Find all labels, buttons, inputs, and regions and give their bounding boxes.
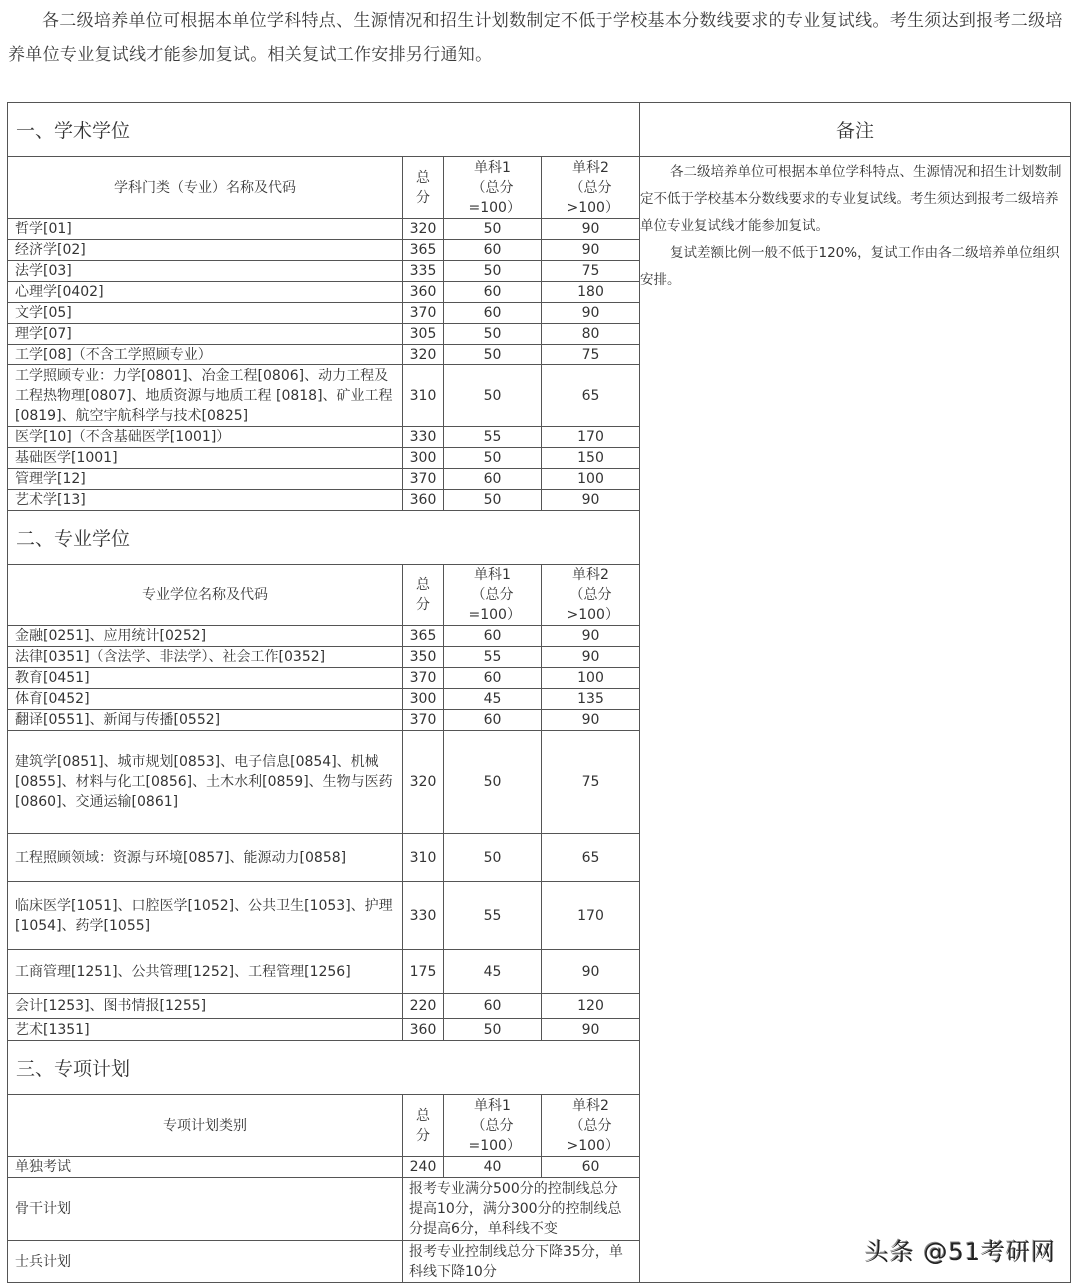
table-row-total-text: 320 (409, 346, 437, 363)
table-row-single1 (443, 364, 542, 427)
table-row-total (402, 323, 444, 345)
column-header-total-text: 总分 (416, 169, 430, 206)
table-row-single2 (541, 949, 640, 994)
table-row-total (402, 447, 444, 469)
table-row-name-text: 基础医学[1001] (15, 450, 118, 466)
table-row-total-text: 240 (409, 1159, 437, 1175)
table-row-total (402, 468, 444, 490)
table-row-total (402, 302, 444, 324)
table-row-single1 (443, 447, 542, 469)
notes-paragraph: 各二级培养单位可根据本单位学科特点、生源情况和招生计划数制定不低于学校基本分数线要求的专业复试线。考生须达到报考二级培养单位专业复试线才能参加复试。 (640, 164, 1062, 234)
section-title-3 (7, 1040, 640, 1095)
column-header-total (402, 156, 444, 219)
table-row-total (402, 688, 444, 710)
table-row-total-text: 335 (409, 263, 437, 279)
column-header-total (402, 564, 444, 626)
table-row-single2-text: 170 (577, 429, 604, 445)
column-header-single2 (541, 156, 640, 219)
table-row-single2 (541, 709, 640, 731)
column-header-name (7, 156, 403, 219)
table-row-single1-text: 60 (483, 998, 502, 1014)
table-row-name (7, 625, 403, 647)
table-row-total (402, 833, 444, 882)
table-row-name (7, 239, 403, 261)
column-header-single1 (443, 564, 542, 626)
table-row-single1 (443, 239, 542, 261)
table-row-name-text: 医学[10]（不含基础医学[1001]） (15, 429, 231, 445)
table-row-single2-text: 75 (581, 346, 600, 363)
table-row-total-text: 300 (409, 450, 437, 466)
table-row-total (402, 344, 444, 365)
table-row-single2-text: 90 (581, 712, 600, 728)
table-row-total-text: 350 (409, 649, 437, 665)
table-row-total-text: 365 (409, 242, 437, 258)
table-row-name-text: 经济学[02] (15, 242, 86, 258)
table-row-total-text: 360 (409, 284, 437, 300)
table-row-total (402, 949, 444, 994)
column-header-single2-text: 单科2（总分>100） (566, 159, 619, 216)
table-row-single1 (443, 323, 542, 345)
notes-title-text: 备注 (835, 120, 874, 142)
table-row-single2-text: 90 (581, 305, 600, 321)
table-row-total (402, 260, 444, 282)
table-row-single1 (443, 1156, 542, 1178)
table-row-single1-text: 60 (483, 471, 502, 487)
table-row-name (7, 949, 403, 994)
table-row-single1-text: 60 (483, 242, 502, 258)
table-row-single1 (443, 709, 542, 731)
table-row-single1 (443, 993, 542, 1019)
notes-body (639, 156, 1071, 1283)
table-row-name (7, 688, 403, 710)
table-row-single2-text: 65 (581, 387, 600, 404)
table-row-single1 (443, 646, 542, 668)
table-row-name-text: 临床医学[1051]、口腔医学[1052]、公共卫生[1053]、护理[1054]、药学[1055] (15, 897, 393, 934)
table-row-merged-note-text: 报考专业满分500分的控制线总分提高10分，满分300分的控制线总分提高6分，单科线不变 (409, 1181, 622, 1237)
table-row-total (402, 426, 444, 448)
table-row-merged-note (402, 1240, 640, 1283)
table-row-single1-text: 50 (483, 774, 502, 790)
table-row-single2 (541, 730, 640, 834)
table-row-total (402, 218, 444, 240)
table-row-single1-text: 45 (483, 691, 502, 707)
column-header-single1-text: 单科1（总分=100） (468, 567, 521, 623)
table-row-single1 (443, 1018, 542, 1041)
table-row-single1-text: 50 (483, 346, 502, 363)
column-header-single1-text: 单科1（总分=100） (468, 159, 521, 216)
table-row-single2-text: 90 (581, 649, 600, 665)
column-header-single2-text: 单科2（总分>100） (566, 567, 619, 623)
table-row-total (402, 667, 444, 689)
notes-title (639, 102, 1071, 157)
table-row-name (7, 489, 403, 511)
table-row-total-text: 220 (409, 998, 437, 1014)
table-row-single1 (443, 833, 542, 882)
table-row-single1-text: 60 (483, 712, 502, 728)
table-row-single2 (541, 364, 640, 427)
table-row-total-text: 370 (409, 305, 437, 321)
table-row-name-text: 文学[05] (15, 305, 72, 321)
table-row-total-text: 360 (409, 1021, 437, 1038)
column-header-single2 (541, 1094, 640, 1157)
table-row-name (7, 667, 403, 689)
table-row-name (7, 881, 403, 950)
table-row-name-text: 士兵计划 (15, 1253, 71, 1270)
table-row-total-text: 320 (409, 221, 437, 237)
intro-text: 各二级培养单位可根据本单位学科特点、生源情况和招生计划数制定不低于学校基本分数线要求的专业复试线。考生须达到报考二级培养单位专业复试线才能参加复试。相关复试工作安排另行通知。 (8, 11, 1063, 65)
table-row-name (7, 302, 403, 324)
table-row-single2 (541, 1156, 640, 1178)
table-row-single2-text: 180 (577, 284, 604, 300)
column-header-name (7, 1094, 403, 1157)
table-row-name (7, 833, 403, 882)
table-row-total-text: 365 (409, 628, 437, 644)
table-row-name-text: 工学[08]（不含工学照顾专业） (15, 346, 212, 363)
table-row-name (7, 218, 403, 240)
table-row-total-text: 175 (409, 963, 437, 980)
table-row-name-text: 会计[1253]、图书情报[1255] (15, 998, 207, 1014)
table-row-single2-text: 60 (581, 1159, 600, 1175)
table-row-single1 (443, 489, 542, 511)
watermark-logo: 头条 @51考研网 (864, 1238, 1056, 1266)
table-row-single1-text: 50 (483, 263, 502, 279)
table-row-name (7, 468, 403, 490)
table-row-single2-text: 90 (581, 1021, 600, 1038)
table-row-total (402, 730, 444, 834)
table-row-single2-text: 90 (581, 628, 600, 644)
score-table (7, 102, 1070, 1282)
table-row-single2 (541, 1018, 640, 1041)
column-header-name (7, 564, 403, 626)
table-row-single2 (541, 881, 640, 950)
table-row-single1 (443, 344, 542, 365)
table-row-single1-text: 55 (483, 429, 502, 445)
table-row-name-text: 艺术学[13] (15, 492, 86, 508)
table-row-total-text: 360 (409, 492, 437, 508)
table-row-name (7, 426, 403, 448)
table-row-single1-text: 40 (483, 1159, 502, 1175)
table-row-single2 (541, 323, 640, 345)
table-row-single2 (541, 302, 640, 324)
column-header-name-text: 专项计划类别 (163, 1117, 247, 1134)
notes-paragraph: 复试差额比例一般不低于120%，复试工作由各二级培养单位组织安排。 (640, 245, 1060, 288)
table-row-single1 (443, 688, 542, 710)
table-row-single2-text: 90 (581, 963, 600, 980)
section-title-2 (7, 510, 640, 565)
table-row-name-text: 单独考试 (15, 1159, 71, 1175)
column-header-total (402, 1094, 444, 1157)
table-row-name (7, 993, 403, 1019)
table-row-name-text: 理学[07] (15, 326, 72, 342)
column-header-single2 (541, 564, 640, 626)
table-row-single1-text: 50 (483, 849, 502, 866)
column-header-total-text: 总分 (416, 1107, 430, 1144)
table-row-name (7, 281, 403, 303)
table-row-name-text: 工学照顾专业：力学[0801]、冶金工程[0806]、动力工程及工程热物理[0807]、地质资源与地质工程 [0818]、矿业工程[0819]、航空宇航科学与技术[0825] (15, 367, 393, 424)
table-row-single2 (541, 426, 640, 448)
table-row-single1 (443, 730, 542, 834)
table-row-name (7, 709, 403, 731)
table-row-name-text: 哲学[01] (15, 221, 72, 237)
table-row-single2 (541, 833, 640, 882)
table-row-name-text: 心理学[0402] (15, 284, 104, 300)
table-row-name-text: 金融[0251]、应用统计[0252] (15, 628, 207, 644)
table-row-single1 (443, 260, 542, 282)
table-row-single2 (541, 688, 640, 710)
table-row-name (7, 1177, 403, 1241)
column-header-name-text: 学科门类（专业）名称及代码 (114, 179, 296, 196)
section-title-1-text: 一、学术学位 (16, 120, 131, 142)
column-header-single1 (443, 1094, 542, 1157)
table-row-total (402, 993, 444, 1019)
table-row-total-text: 310 (409, 849, 437, 866)
table-row-total (402, 881, 444, 950)
table-row-single1-text: 60 (483, 628, 502, 644)
table-row-single2 (541, 468, 640, 490)
table-row-total (402, 625, 444, 647)
table-row-single1-text: 55 (483, 907, 502, 924)
table-row-total (402, 1156, 444, 1178)
table-row-single2-text: 90 (581, 492, 600, 508)
column-header-single1-text: 单科1（总分=100） (468, 1097, 521, 1154)
table-row-total (402, 239, 444, 261)
table-row-single2 (541, 447, 640, 469)
table-row-name (7, 1018, 403, 1041)
table-row-name-text: 翻译[0551]、新闻与传播[0552] (15, 712, 221, 728)
section-title-1 (7, 102, 640, 157)
table-row-total-text: 300 (409, 691, 437, 707)
table-row-single1-text: 50 (483, 450, 502, 466)
table-row-name-text: 管理学[12] (15, 471, 86, 487)
table-row-name (7, 364, 403, 427)
table-row-name-text: 法律[0351]（含法学、非法学）、社会工作[0352] (15, 649, 326, 665)
table-row-single2 (541, 489, 640, 511)
table-row-name (7, 646, 403, 668)
table-row-name-text: 工程照顾领域：资源与环境[0857]、能源动力[0858] (15, 849, 347, 866)
table-row-single1-text: 50 (483, 221, 502, 237)
table-row-single1-text: 55 (483, 649, 502, 665)
table-row-single1-text: 50 (483, 326, 502, 342)
column-header-total-text: 总分 (416, 577, 430, 613)
table-row-single2 (541, 260, 640, 282)
table-row-single1 (443, 949, 542, 994)
table-row-total-text: 370 (409, 712, 437, 728)
table-row-single2-text: 80 (581, 326, 600, 342)
table-row-single1 (443, 218, 542, 240)
column-header-single1 (443, 156, 542, 219)
table-row-name (7, 344, 403, 365)
table-row-single1 (443, 625, 542, 647)
table-row-single1 (443, 281, 542, 303)
table-row-name (7, 1156, 403, 1178)
table-row-single1 (443, 667, 542, 689)
table-row-single1-text: 60 (483, 284, 502, 300)
table-row-name-text: 骨干计划 (15, 1201, 71, 1217)
table-row-name-text: 体育[0452] (15, 691, 90, 707)
table-row-single2-text: 120 (577, 998, 604, 1014)
table-row-single2-text: 75 (581, 774, 600, 790)
section-title-2-text: 二、专业学位 (16, 528, 131, 550)
table-row-total-text: 320 (409, 774, 437, 790)
table-row-total-text: 370 (409, 471, 437, 487)
table-row-merged-note-text: 报考专业控制线总分下降35分，单科线下降10分 (409, 1243, 623, 1280)
table-row-single2 (541, 646, 640, 668)
table-row-single2-text: 170 (577, 907, 604, 924)
table-row-single2 (541, 218, 640, 240)
table-row-single2-text: 135 (577, 691, 604, 707)
table-row-total (402, 646, 444, 668)
table-row-name-text: 艺术[1351] (15, 1021, 90, 1038)
table-row-single1 (443, 426, 542, 448)
table-row-single1-text: 50 (483, 492, 502, 508)
table-row-total-text: 330 (409, 429, 437, 445)
table-row-single2-text: 150 (577, 450, 604, 466)
table-row-single2 (541, 281, 640, 303)
table-row-single1 (443, 302, 542, 324)
table-row-name (7, 447, 403, 469)
table-row-total (402, 709, 444, 731)
table-row-total-text: 305 (409, 326, 437, 342)
table-row-single2 (541, 344, 640, 365)
table-row-name-text: 工商管理[1251]、公共管理[1252]、工程管理[1256] (15, 963, 351, 980)
table-row-single2 (541, 993, 640, 1019)
table-row-single2-text: 90 (581, 242, 600, 258)
column-header-name-text: 专业学位名称及代码 (142, 587, 268, 603)
table-row-name-text: 法学[03] (15, 263, 72, 279)
column-header-single2-text: 单科2（总分>100） (566, 1097, 619, 1154)
table-row-name (7, 1240, 403, 1283)
table-row-name (7, 323, 403, 345)
intro-paragraph (8, 4, 1072, 72)
table-row-total (402, 1018, 444, 1041)
table-row-total (402, 489, 444, 511)
table-row-name (7, 730, 403, 834)
table-row-single2-text: 90 (581, 221, 600, 237)
table-row-total-text: 330 (409, 907, 437, 924)
table-row-single1 (443, 881, 542, 950)
table-row-total (402, 281, 444, 303)
table-row-single2-text: 100 (577, 670, 604, 686)
table-row-single1-text: 45 (483, 963, 502, 980)
table-row-single1 (443, 468, 542, 490)
table-row-single1-text: 60 (483, 670, 502, 686)
table-row-name (7, 260, 403, 282)
table-row-single2 (541, 667, 640, 689)
table-row-single2-text: 75 (581, 263, 600, 279)
table-row-single1-text: 50 (483, 387, 502, 404)
table-row-total (402, 364, 444, 427)
table-row-single2 (541, 239, 640, 261)
section-title-3-text: 三、专项计划 (16, 1058, 131, 1080)
table-row-single2-text: 65 (581, 849, 600, 866)
table-row-total-text: 370 (409, 670, 437, 686)
table-row-name-text: 建筑学[0851]、城市规划[0853]、电子信息[0854]、机械[0855]、材料与化工[0856]、土木水利[0859]、生物与医药[0860]、交通运输[0861] (15, 754, 393, 810)
table-row-single2 (541, 625, 640, 647)
table-row-single1-text: 50 (483, 1021, 502, 1038)
table-row-single2-text: 100 (577, 471, 604, 487)
table-row-merged-note (402, 1177, 640, 1241)
table-row-total-text: 310 (409, 387, 437, 404)
table-row-single1-text: 60 (483, 305, 502, 321)
table-row-name-text: 教育[0451] (15, 670, 90, 686)
